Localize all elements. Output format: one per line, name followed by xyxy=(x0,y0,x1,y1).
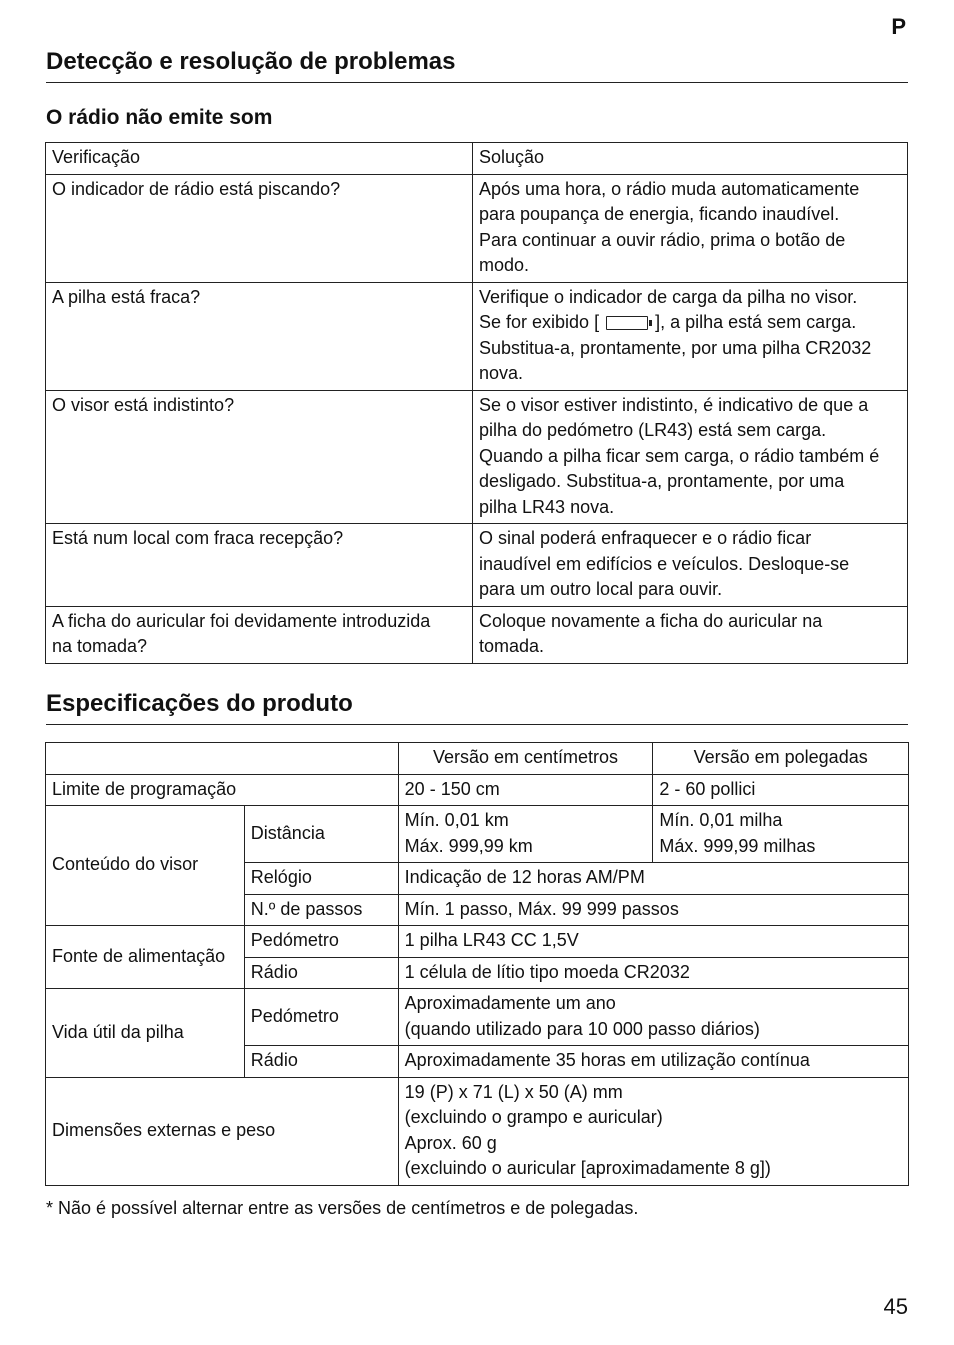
table-row xyxy=(46,390,908,524)
troubleshooting-title: Detecção e resolução de problemas xyxy=(46,48,908,83)
empty-header-cell xyxy=(46,743,399,775)
column-header-in: Versão em polegadas xyxy=(653,743,909,775)
solution-cell xyxy=(473,606,908,663)
solution-text: Se for exibido [ xyxy=(479,312,600,332)
clock-label: Relógio xyxy=(244,863,398,895)
life-radio-label: Rádio xyxy=(244,1046,398,1078)
dimensions-label: Dimensões externas e peso xyxy=(46,1077,399,1185)
table-header-row xyxy=(46,143,908,175)
power-pedometer-value: 1 pilha LR43 CC 1,5V xyxy=(398,926,908,958)
life-pedometer-label: Pedómetro xyxy=(244,989,398,1046)
column-header-cm: Versão em centímetros xyxy=(398,743,653,775)
solution-line: Após uma hora, o rádio muda automaticamente xyxy=(479,178,860,199)
troubleshooting-table xyxy=(45,142,908,664)
solution-line: para poupança de energia, ficando inaudível. xyxy=(479,204,840,224)
table-row xyxy=(46,926,909,958)
distance-in-value xyxy=(653,806,909,863)
value-line: (excluindo o grampo e auricular) xyxy=(404,1107,663,1127)
table-row xyxy=(46,282,908,390)
check-cell: O visor está indistinto? xyxy=(46,390,473,524)
check-cell: A pilha está fraca? xyxy=(46,282,473,390)
value-line: Mín. 0,01 km xyxy=(404,810,509,830)
table-header-row xyxy=(46,743,909,775)
steps-value: Mín. 1 passo, Máx. 99 999 passos xyxy=(398,894,908,926)
power-label: Fonte de alimentação xyxy=(46,926,245,989)
dimensions-value xyxy=(398,1077,908,1185)
value-line: Aproximadamente um ano xyxy=(404,993,616,1013)
page-number: 45 xyxy=(883,1294,908,1319)
table-row xyxy=(46,1077,909,1185)
solution-line: O sinal poderá enfraquecer e o rádio ficar xyxy=(479,528,812,548)
table-row xyxy=(46,806,909,863)
power-radio-label: Rádio xyxy=(244,957,398,989)
solution-cell xyxy=(473,524,908,607)
check-line: A ficha do auricular foi devidamente introduzida xyxy=(52,610,431,631)
column-header-solution: Solução xyxy=(473,143,908,175)
life-pedometer-value xyxy=(398,989,908,1046)
table-row xyxy=(46,989,909,1046)
check-cell xyxy=(46,606,473,663)
life-radio-value: Aproximadamente 35 horas em utilização contínua xyxy=(398,1046,908,1078)
solution-line: para um outro local para ouvir. xyxy=(479,579,723,599)
solution-line: Quando a pilha ficar sem carga, o rádio também é xyxy=(479,445,880,466)
solution-line: pilha LR43 nova. xyxy=(479,496,615,517)
power-pedometer-label: Pedómetro xyxy=(244,926,398,958)
specifications-title: Especificações do produto xyxy=(46,690,908,725)
clock-value: Indicação de 12 horas AM/PM xyxy=(398,863,908,895)
column-header-check: Verificação xyxy=(46,143,473,175)
power-radio-value: 1 célula de lítio tipo moeda CR2032 xyxy=(398,957,908,989)
solution-line: tomada. xyxy=(479,636,545,656)
distance-label: Distância xyxy=(244,806,398,863)
steps-label: N.º de passos xyxy=(244,894,398,926)
solution-line: inaudível em edifícios e veículos. Desloque-se xyxy=(479,553,850,574)
value-line: 19 (P) x 71 (L) x 50 (A) mm xyxy=(404,1081,623,1102)
value-line: Aprox. 60 g xyxy=(404,1132,497,1153)
check-cell: Está num local com fraca recepção? xyxy=(46,524,473,607)
table-row xyxy=(46,174,908,282)
battery-life-label: Vida útil da pilha xyxy=(46,989,245,1078)
solution-line: Coloque novamente a ficha do auricular na xyxy=(479,610,823,631)
solution-line xyxy=(479,310,901,336)
value-line: Máx. 999,99 km xyxy=(404,835,533,856)
solution-line: Substitua-a, prontamente, por uma pilha CR2032 xyxy=(479,337,872,358)
no-sound-subtitle: O rádio não emite som xyxy=(46,106,273,129)
empty-battery-icon xyxy=(606,316,648,330)
solution-line: Verifique o indicador de carga da pilha no visor. xyxy=(479,286,858,307)
display-label: Conteúdo do visor xyxy=(46,806,245,926)
range-cm-value: 20 - 150 cm xyxy=(398,774,653,806)
solution-line: desligado. Substitua-a, prontamente, por uma xyxy=(479,471,845,491)
range-label: Limite de programação xyxy=(46,774,399,806)
check-line: na tomada? xyxy=(52,636,148,656)
solution-line: nova. xyxy=(479,363,524,383)
check-cell: O indicador de rádio está piscando? xyxy=(46,174,473,282)
table-row xyxy=(46,606,908,663)
table-row xyxy=(46,774,909,806)
range-in-value: 2 - 60 pollici xyxy=(653,774,909,806)
distance-cm-value xyxy=(398,806,653,863)
solution-text: ], a pilha está sem carga. xyxy=(655,312,857,332)
table-row xyxy=(46,524,908,607)
value-line: Mín. 0,01 milha xyxy=(659,810,783,830)
solution-cell xyxy=(473,174,908,282)
solution-line: pilha do pedómetro (LR43) está sem carga. xyxy=(479,420,827,440)
language-tag: P xyxy=(891,14,906,39)
value-line: (quando utilizado para 10 000 passo diários) xyxy=(404,1018,760,1039)
solution-line: modo. xyxy=(479,255,530,275)
specifications-table xyxy=(45,742,909,1186)
solution-cell xyxy=(473,390,908,524)
value-line: Máx. 999,99 milhas xyxy=(659,835,816,856)
solution-line: Para continuar a ouvir rádio, prima o botão de xyxy=(479,229,846,250)
solution-cell xyxy=(473,282,908,390)
value-line: (excluindo o auricular [aproximadamente 8 g]) xyxy=(404,1158,771,1178)
solution-line: Se o visor estiver indistinto, é indicativo de que a xyxy=(479,394,869,415)
footnote: * Não é possível alternar entre as versões de centímetros e de polegadas. xyxy=(46,1198,639,1218)
